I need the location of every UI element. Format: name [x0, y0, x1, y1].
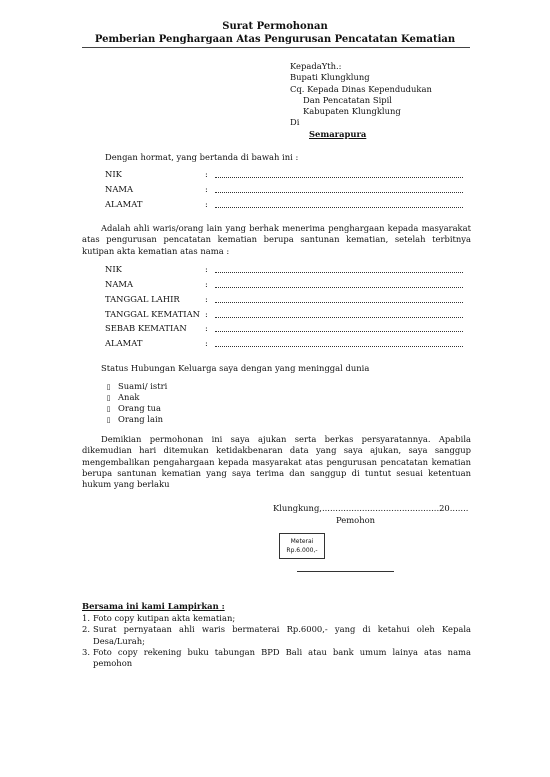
fill-line[interactable]	[215, 272, 463, 273]
field-label: SEBAB KEMATIAN	[105, 323, 187, 333]
address-line: Di	[290, 117, 300, 128]
fill-line[interactable]	[215, 317, 463, 318]
address-line: KepadaYth.:	[290, 61, 342, 71]
deceased-cause-field[interactable]: SEBAB KEMATIAN :	[105, 323, 463, 334]
field-label: TANGGAL LAHIR	[105, 294, 180, 304]
signature-line[interactable]	[297, 571, 394, 572]
fill-line[interactable]	[215, 177, 463, 178]
field-label: NIK	[105, 264, 122, 274]
relation-label: Orang lain	[118, 414, 164, 424]
field-label: NIK	[105, 169, 122, 179]
applicant-address-field[interactable]: ALAMAT :	[105, 199, 463, 210]
stamp-amount: Rp.6.000,-	[286, 547, 318, 554]
fill-line[interactable]	[215, 207, 463, 208]
address-line: Bupati Klungklung	[290, 72, 370, 83]
intro-paragraph: Adalah ahli waris/orang lain yang berhak menerima penghargaan kepada masyarakat atas pengurusan pencatatan kematian berupa santunan kematian, setelah terbitnya kutipan akta kematian atas nama :	[82, 223, 471, 256]
attachments-list	[82, 613, 471, 669]
signature-place-date: Klungkung,............................................20.......	[273, 503, 469, 513]
fill-line[interactable]	[215, 331, 463, 332]
deceased-name-field[interactable]: NAMA :	[105, 279, 463, 290]
deceased-deathdate-field[interactable]: TANGGAL KEMATIAN :	[105, 309, 463, 320]
stamp-duty-box	[279, 533, 325, 559]
fill-line[interactable]	[215, 346, 463, 347]
field-label: TANGGAL KEMATIAN	[105, 309, 200, 319]
relation-heading: Status Hubungan Keluarga saya dengan yang meninggal dunia	[101, 363, 370, 373]
stamp-label: Meterai	[290, 538, 314, 545]
field-label: ALAMAT	[105, 199, 143, 209]
checkbox-icon[interactable]: ▯	[106, 416, 111, 424]
applicant-name-field[interactable]: NAMA :	[105, 184, 463, 195]
header-divider	[82, 47, 470, 48]
address-line: Kabupaten Klungklung	[303, 106, 401, 117]
address-line: Cq. Kepada Dinas Kependudukan	[290, 83, 432, 94]
checkbox-icon[interactable]: ▯	[106, 383, 111, 391]
field-label: NAMA	[105, 184, 133, 194]
letter-title: Surat Permohonan	[222, 21, 328, 32]
deceased-birthdate-field[interactable]: TANGGAL LAHIR :	[105, 294, 463, 305]
address-line: Dan Pencatatan Sipil	[303, 94, 392, 105]
address-city: Semarapura	[309, 128, 367, 139]
attachment-item: 1. Foto copy kutipan akta kematian;	[82, 613, 236, 623]
relation-option-other[interactable]	[105, 414, 163, 426]
checkbox-icon[interactable]: ▯	[106, 405, 111, 413]
attachments-title: Bersama ini kami Lampirkan :	[82, 601, 225, 611]
greeting: Dengan hormat, yang bertanda di bawah ini :	[105, 152, 299, 162]
field-label: NAMA	[105, 279, 133, 289]
relation-label: Suami/ istri	[118, 381, 168, 391]
signature-role: Pemohon	[336, 515, 376, 525]
checkbox-icon[interactable]: ▯	[106, 394, 111, 402]
closing-paragraph: Demikian permohonan ini saya ajukan serta berkas persyaratannya. Apabila dikemudian hari ditemukan ketidakbenaran data yang saya ajukan, saya sanggup mengembalikan pengahargaan kepada masyarakat atas pengurusan pencatatan kematian berupa santunan kematian yang saya terima dan sanggup di tuntut sesuai ketentuan hukum yang berlaku	[82, 434, 471, 490]
deceased-address-field[interactable]: ALAMAT :	[105, 338, 463, 349]
recipient-address	[290, 61, 432, 140]
attachment-item: 3. Foto copy rekening buku tabungan BPD Bali atau bank umum lainya atas nama pemohon	[82, 646, 471, 669]
field-label: ALAMAT	[105, 338, 143, 348]
fill-line[interactable]	[215, 287, 463, 288]
fill-line[interactable]	[215, 302, 463, 303]
relation-label: Orang tua	[118, 403, 162, 413]
applicant-nik-field[interactable]: NIK :	[105, 169, 463, 180]
attachment-item: 2. Surat pernyataan ahli waris bermaterai Rp.6000,- yang di ketahui oleh Kepala Desa/Lurah;	[82, 624, 471, 646]
fill-line[interactable]	[215, 192, 463, 193]
deceased-nik-field[interactable]: NIK :	[105, 264, 463, 275]
relation-label: Anak	[118, 392, 140, 402]
letter-subtitle: Pemberian Penghargaan Atas Pengurusan Pencatatan Kematian	[94, 34, 456, 45]
